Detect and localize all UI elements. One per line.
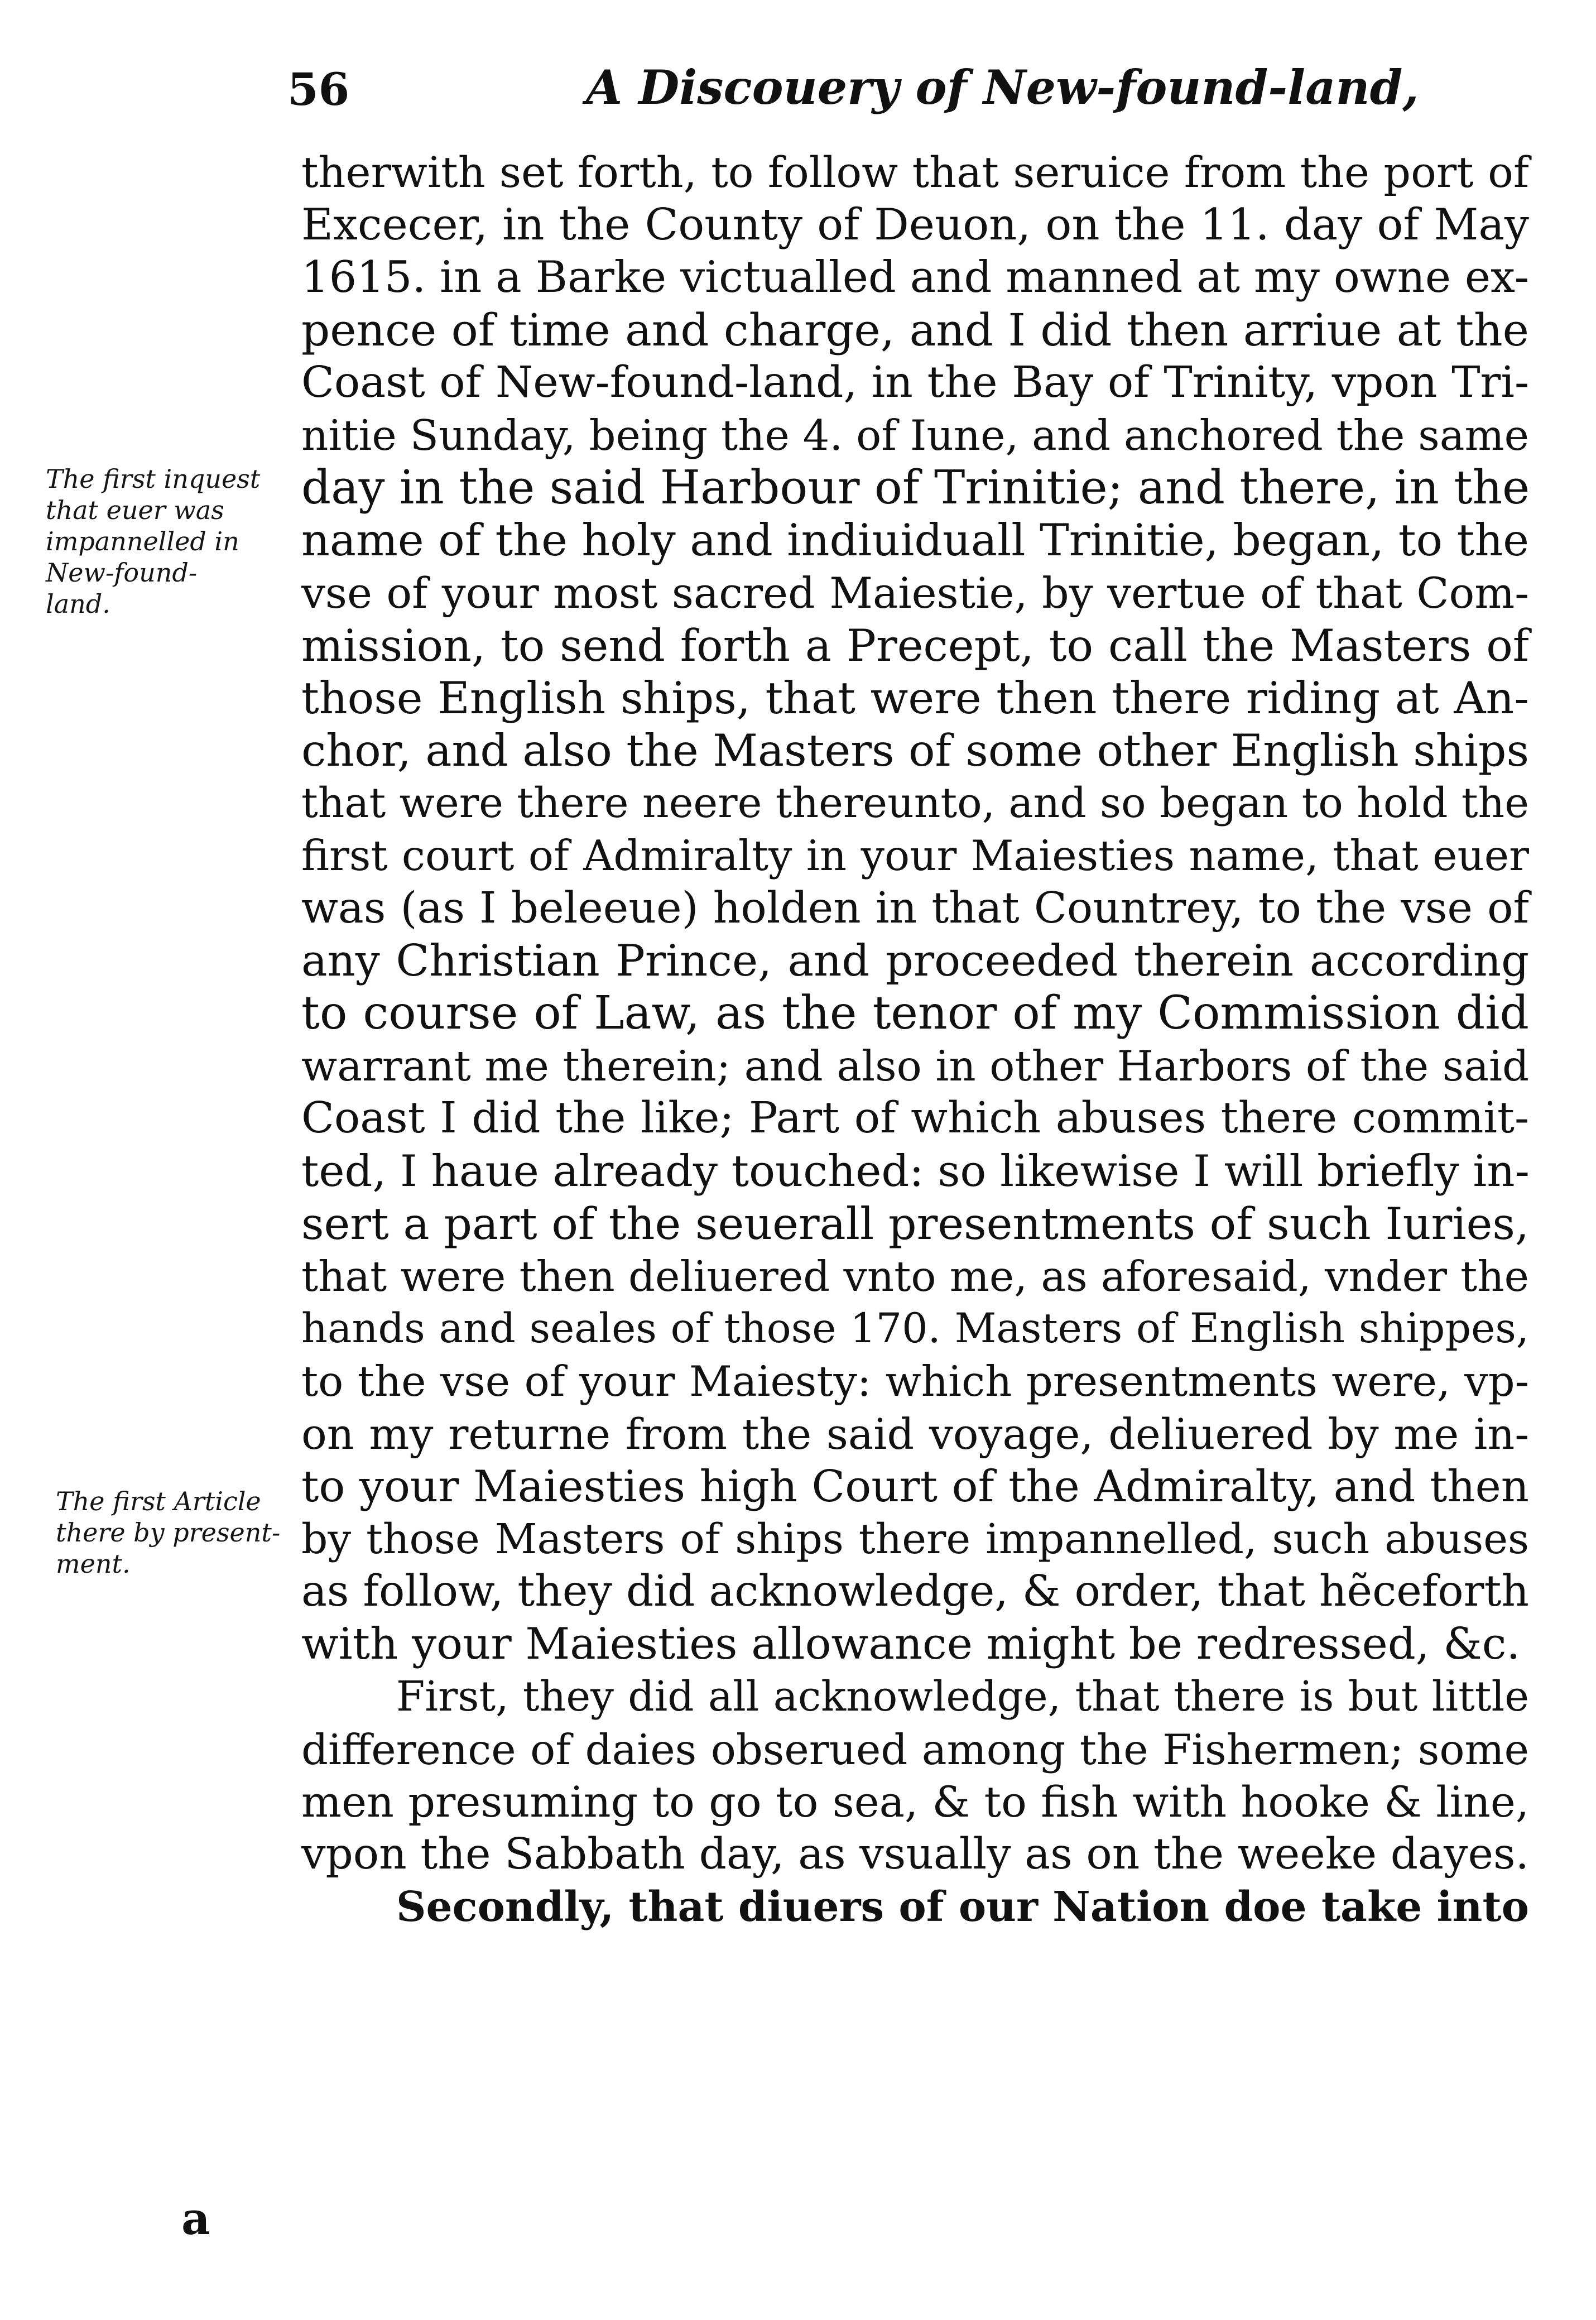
text-line: mission, to send forth a Precept, to call the Masters of [301,619,1529,671]
signature-mark: a [181,2192,210,2245]
margin-note-line: The first Article [56,1486,261,1516]
margin-note-line: impannelled in [46,526,239,556]
text-line: was (as I beleeue) holden in that Countrey, to the vse of [301,883,1529,933]
text-line: hands and seales of those 170. Masters of English shippes, [301,1305,1529,1353]
text-line: sert a part of the seuerall presentments of such Iuries, [301,1198,1529,1250]
text-line: by those Masters of ships there impannelled, such abuses [301,1515,1529,1563]
text-line: vpon the Sabbath day, as vsually as on the weeke dayes. [301,1829,1529,1879]
text-line: 1615. in a Barke victualled and manned at my owne ex- [301,252,1529,303]
text-line: with your Maiesties allowance might be redressed, &c. [301,1619,1521,1670]
text-line: therwith set forth, to follow that seruice from the port of [301,147,1529,197]
text-line: to course of Law, as the tenor of my Commission did [301,987,1529,1040]
text-line: that were then deliuered vnto me, as aforesaid, vnder the [301,1251,1529,1301]
text-line: nitie Sunday, being the 4. of Iune, and anchored the same [301,410,1529,460]
text-line: men presuming to go to sea, & to fish with hooke & line, [301,1776,1529,1827]
text-line: ted, I haue already touched: so likewise I will briefly in- [301,1146,1530,1197]
margin-note-line: there by present- [56,1517,281,1548]
text-line: pence of time and charge, and I did then arriue at the [301,304,1529,356]
text-line: any Christian Prince, and proceeded therein according [301,935,1529,986]
text-line: Excecer, in the County of Deuon, on the 11. day of May [301,200,1529,251]
running-title: A Discouery of New-found-land, [586,60,1419,115]
text-line: First, they did all acknowledge, that there is but little [396,1673,1529,1721]
text-line: difference of daies obserued among the Fishermen; some [301,1725,1529,1774]
text-line: those English ships, that were then there riding at An- [301,672,1529,724]
text-line: day in the said Harbour of Trinitie; and there, in the [301,460,1530,515]
text-line: Coast I did the like; Part of which abuses there commit- [301,1093,1529,1144]
text-line: to the vse of your Maiesty: which presentments were, vp- [301,1357,1529,1406]
text-line: chor, and also the Masters of some other English ships [301,725,1529,777]
margin-note-line: land. [46,589,110,619]
margin-note-line: ment. [56,1549,131,1579]
text-line: on my returne from the said voyage, deliuered by me in- [301,1409,1529,1459]
text-line: that were there neere thereunto, and so began to hold the [301,779,1529,828]
text-line: Secondly, that diuers of our Nation doe take into [396,1883,1529,1932]
margin-note-line: The first inquest [46,464,261,494]
text-line: warrant me therein; and also in other Harbors of the said [301,1041,1529,1091]
text-line: name of the holy and indiuiduall Trinitie, began, to the [301,515,1529,566]
text-line: Coast of New-found-land, in the Bay of Trinity, vpon Tri- [301,357,1529,407]
margin-note-line: New-found- [46,558,198,588]
page-number: 56 [287,63,350,116]
margin-note-first-inquest [46,463,260,619]
body-text [301,146,1529,1933]
text-line: first court of Admiralty in your Maiesties name, that euer [301,831,1529,881]
text-line: as follow, they did acknowledge, & order, that hẽceforth [301,1567,1529,1617]
text-line: vse of your most sacred Maiestie, by vertue of that Com- [301,568,1529,618]
text-line: to your Maiesties high Court of the Admiralty, and then [301,1461,1529,1512]
margin-note-first-article [56,1486,280,1579]
margin-note-line: that euer was [46,495,224,525]
